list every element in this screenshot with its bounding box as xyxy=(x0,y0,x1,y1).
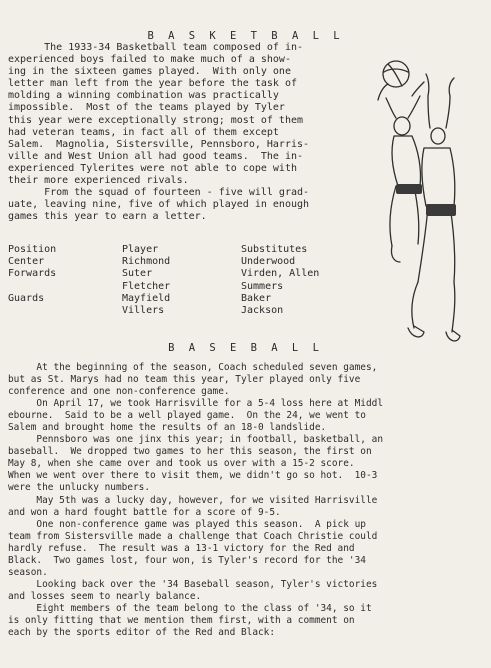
roster-position-cell xyxy=(8,281,56,293)
roster-player-cell: Villers xyxy=(122,304,165,316)
baseball-text-line: Pennsboro was one jinx this year; in football, basketball, an xyxy=(8,434,384,446)
basketball-text-line: The 1933-34 Basketball team composed of in- xyxy=(8,42,304,53)
baseball-text-line: Black. Two games lost, four won, is Tyler's record for the '34 xyxy=(8,554,366,566)
baseball-text-line: but as St. Marys had no team this year, Tyler played only five xyxy=(8,374,361,386)
roster-position-cell: Position xyxy=(8,244,57,255)
basketball-text-line: letter man left from the year before the task of xyxy=(8,78,297,90)
basketball-text-line: uate, leaving nine, five of which played in enough xyxy=(8,199,310,211)
baseball-text-line: baseball. We dropped two games to her this season, the first on xyxy=(8,446,372,458)
basketball-text-line: ing in the sixteen games played. With only one xyxy=(8,66,291,78)
roster-substitute-cell: Jackson xyxy=(241,304,284,316)
baseball-text-line: ebourne. Said to be a well played game. On the 24, we went to xyxy=(8,410,366,422)
roster-substitutes-column xyxy=(241,244,319,317)
baseball-text-line: and losses seem to nearly balance. xyxy=(8,590,202,602)
baseball-text-line: conference and one non-conference game. xyxy=(8,386,230,398)
basketball-text xyxy=(8,42,309,223)
basketball-text-line: ville and West Union all had good teams. The in- xyxy=(8,150,304,162)
basketball-heading: B A S K E T B A L L xyxy=(147,30,344,42)
basketball-players-illustration xyxy=(368,56,486,348)
roster-substitute-cell: Underwood xyxy=(241,256,296,268)
roster-substitute-cell: Baker xyxy=(241,292,272,304)
roster-player-cell: Fletcher xyxy=(122,280,171,292)
baseball-text-line: Looking back over the '34 Baseball season, Tyler's victories xyxy=(8,578,378,590)
roster-substitute-cell: Virden, Allen xyxy=(241,268,320,280)
baseball-text-line: May 5th was a lucky day, however, for we visited Harrisville xyxy=(8,494,378,506)
roster-player-column xyxy=(122,244,170,317)
baseball-text-line: each by the sports editor of the Red and Black: xyxy=(8,627,276,639)
baseball-text xyxy=(8,362,383,639)
basketball-text-line: had veteran teams, in fact all of them except xyxy=(8,126,279,138)
baseball-heading: B A S E B A L L xyxy=(168,342,323,354)
baseball-text-line: Eight members of the team belong to the class of '34, so it xyxy=(8,602,372,614)
basketball-text-line: experienced boys failed to make much of a show- xyxy=(8,54,291,66)
roster-position-cell: Forwards xyxy=(8,268,57,280)
roster-position-column xyxy=(8,244,56,317)
basketball-text-line: molding a winning combination was practically xyxy=(8,90,279,102)
baseball-text-line: May 8, when she came over and took us over with a 15-2 score. xyxy=(8,458,355,470)
roster-position-cell: Guards xyxy=(8,292,45,304)
baseball-text-line: team from Sistersville made a challenge that Coach Christie could xyxy=(8,530,378,542)
baseball-text-line: One non-conference game was played this season. A pick up xyxy=(8,518,366,530)
baseball-text-line: is only fitting that we mention them first, with a comment on xyxy=(8,614,355,626)
basketball-text-line: From the squad of fourteen - five will grad- xyxy=(8,187,310,199)
roster-player-cell: Richmond xyxy=(122,256,171,268)
roster-position-cell xyxy=(8,305,56,317)
roster-player-cell: Mayfield xyxy=(122,292,171,304)
baseball-text-line: On April 17, we took Harrisville for a 5-4 loss here at Middl xyxy=(8,398,384,410)
basketball-text-line: games this year to earn a letter. xyxy=(8,211,207,223)
basketball-text-line: Salem. Magnolia, Sistersville, Pennsboro, Harris- xyxy=(8,138,310,150)
roster-player-cell: Player xyxy=(122,244,159,255)
basketball-text-line: their more experienced rivals. xyxy=(8,175,189,187)
basketball-text-line: impossible. Most of the teams played by Tyler xyxy=(8,102,285,114)
baseball-text-line: When we went over there to visit them, we didn't go so hot. 10-3 xyxy=(8,470,378,482)
baseball-text-line: and won a hard fought battle for a score of 9-5. xyxy=(8,506,281,518)
baseball-text-line: Salem and brought home the results of an 18-0 landslide. xyxy=(8,422,327,434)
basketball-text-line: this year were exceptionally strong; most of them xyxy=(8,114,304,126)
roster-player-cell: Suter xyxy=(122,268,153,280)
baseball-text-line: season. xyxy=(8,566,48,578)
roster-position-cell: Center xyxy=(8,256,45,268)
baseball-text-line: hardly refuse. The result was a 13-1 victory for the Red and xyxy=(8,542,355,554)
roster-substitute-cell: Substitutes xyxy=(241,244,308,255)
roster-substitute-cell: Summers xyxy=(241,280,284,292)
baseball-text-line: At the beginning of the season, Coach scheduled seven games, xyxy=(8,362,378,373)
basketball-text-line: experienced Tylerites were not able to cope with xyxy=(8,162,297,174)
baseball-text-line: were the unlucky numbers. xyxy=(8,482,151,494)
